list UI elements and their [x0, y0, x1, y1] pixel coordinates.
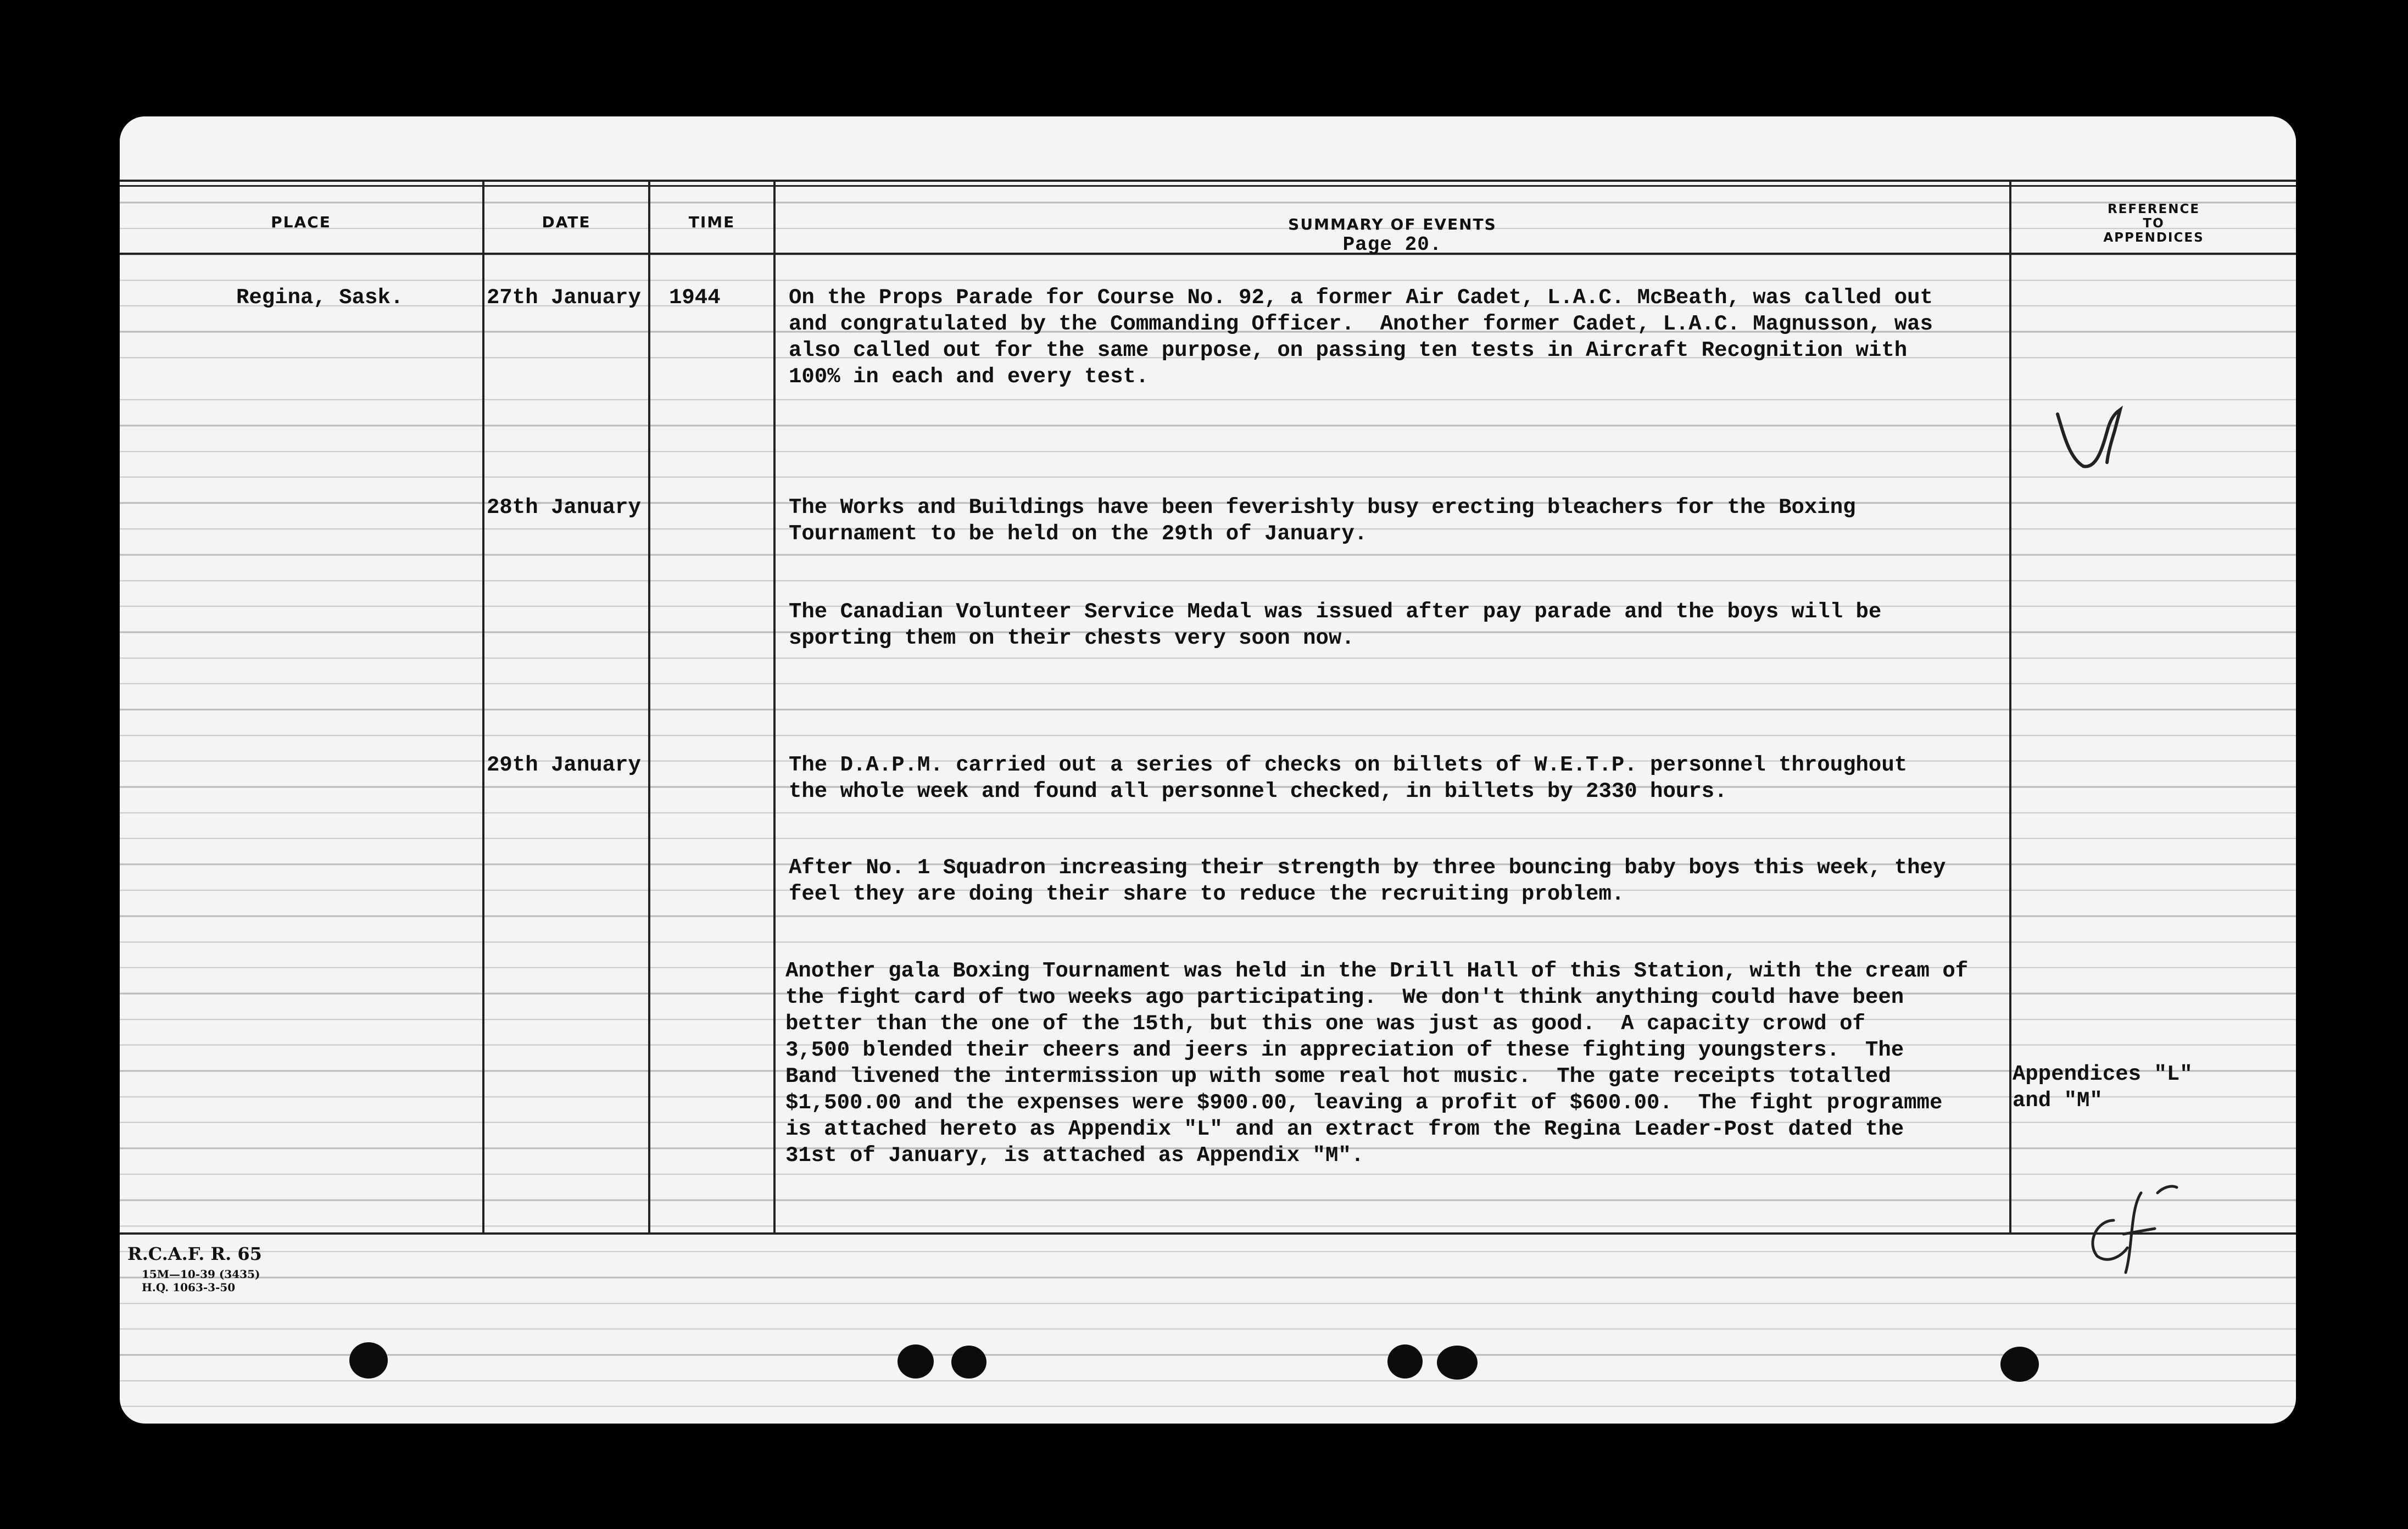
- card-top-margin: [120, 116, 2296, 180]
- summary-paragraph-4: [789, 752, 1907, 805]
- date-entry-29: 29th January: [487, 753, 641, 777]
- summary-line: Band livened the intermission up with some real hot music. The gate receipts totalled: [785, 1064, 1891, 1089]
- punch-hole: [2000, 1347, 2039, 1382]
- summary-paragraph-6: [785, 958, 1968, 1169]
- summary-paragraph-2: [789, 494, 1856, 547]
- summary-line: Tournament to be held on the 29th of January.: [789, 522, 1368, 546]
- summary-line: Another gala Boxing Tournament was held in the Drill Hall of this Station, with the cream of: [785, 959, 1969, 983]
- summary-line: is attached hereto as Appendix "L" and an extract from the Regina Leader-Post dated the: [785, 1117, 1904, 1141]
- time-entry: 1944: [669, 286, 721, 310]
- summary-line: On the Props Parade for Course No. 92, a former Air Cadet, L.A.C. McBeath, was called out: [789, 286, 1933, 310]
- diary-card: [120, 116, 2296, 1424]
- punch-hole: [951, 1346, 986, 1379]
- summary-line: the fight card of two weeks ago participating. We don't think anything could have been: [785, 985, 1904, 1009]
- summary-line: 3,500 blended their cheers and jeers in appreciation of these fighting youngsters. The: [785, 1038, 1904, 1062]
- summary-line: the whole week and found all personnel checked, in billets by 2330 hours.: [789, 779, 1727, 803]
- column-divider-date-time: [648, 180, 650, 1234]
- checkmark-icon: [2053, 398, 2130, 480]
- summary-line: feel they are doing their share to reduce the recruiting problem.: [789, 882, 1625, 906]
- header-top-rule: [120, 180, 2296, 182]
- page-number: Page 20.: [1342, 233, 1442, 256]
- reference-appendices: [2013, 1061, 2193, 1114]
- header-date: DATE: [542, 213, 591, 231]
- summary-paragraph-1: [789, 284, 1933, 390]
- summary-line: $1,500.00 and the expenses were $900.00, leaving a profit of $600.00. The fight programme: [785, 1091, 1943, 1115]
- punch-hole: [349, 1342, 388, 1379]
- summary-line: The Canadian Volunteer Service Medal was issued after pay parade and the boys will be: [789, 600, 1882, 624]
- column-divider-summary-reference: [2009, 180, 2011, 1234]
- header-reference-to: TO: [2143, 216, 2165, 231]
- header-place: PLACE: [271, 213, 331, 231]
- summary-line: and congratulated by the Commanding Officer. Another former Cadet, L.A.C. Magnusson, was: [789, 312, 1933, 336]
- date-entry-27: 27th January: [487, 286, 641, 310]
- reference-line: and "M": [2013, 1089, 2103, 1113]
- summary-line: After No. 1 Squadron increasing their strength by three bouncing baby boys this week, they: [789, 856, 1946, 880]
- footer-rule: [120, 1232, 2296, 1235]
- column-divider-time-summary: [773, 180, 776, 1234]
- summary-paragraph-5: [789, 855, 1946, 907]
- header-time: TIME: [688, 213, 735, 231]
- punch-hole: [898, 1344, 934, 1379]
- header-summary-label: SUMMARY OF EVENTS: [1288, 215, 1497, 233]
- summary-line: 31st of January, is attached as Appendix "M".: [785, 1143, 1364, 1168]
- header-reference-label: REFERENCE: [2107, 202, 2200, 216]
- summary-line: also called out for the same purpose, on passing ten tests in Aircraft Recognition with: [789, 338, 1908, 362]
- place-entry: Regina, Sask.: [236, 286, 404, 310]
- header-top-rule-2: [120, 185, 2296, 187]
- column-divider-place-date: [482, 180, 484, 1234]
- summary-line: better than the one of the 15th, but this one was just as good. A capacity crowd of: [785, 1012, 1865, 1036]
- reference-line: Appendices "L": [2013, 1062, 2193, 1086]
- punch-hole: [1437, 1346, 1478, 1380]
- header-summary: [776, 215, 2009, 256]
- header-reference-appendices: APPENDICES: [2103, 231, 2204, 245]
- form-number: R.C.A.F. R. 65: [127, 1243, 262, 1264]
- summary-line: sporting them on their chests very soon now.: [789, 626, 1354, 650]
- summary-paragraph-3: [789, 599, 1881, 651]
- form-hq-line: H.Q. 1063-3-50: [142, 1281, 236, 1294]
- header-reference: [2011, 202, 2296, 245]
- summary-line: The D.A.P.M. carried out a series of checks on billets of W.E.T.P. personnel throughout: [789, 753, 1908, 777]
- summary-line: 100% in each and every test.: [789, 365, 1149, 389]
- summary-line: The Works and Buildings have been feverishly busy erecting bleachers for the Boxing: [789, 495, 1856, 520]
- date-entry-28: 28th January: [487, 495, 641, 520]
- punch-hole: [1387, 1344, 1423, 1379]
- form-print-line: 15M—10-39 (3435): [142, 1268, 260, 1281]
- handwritten-initials-icon: [2075, 1182, 2185, 1281]
